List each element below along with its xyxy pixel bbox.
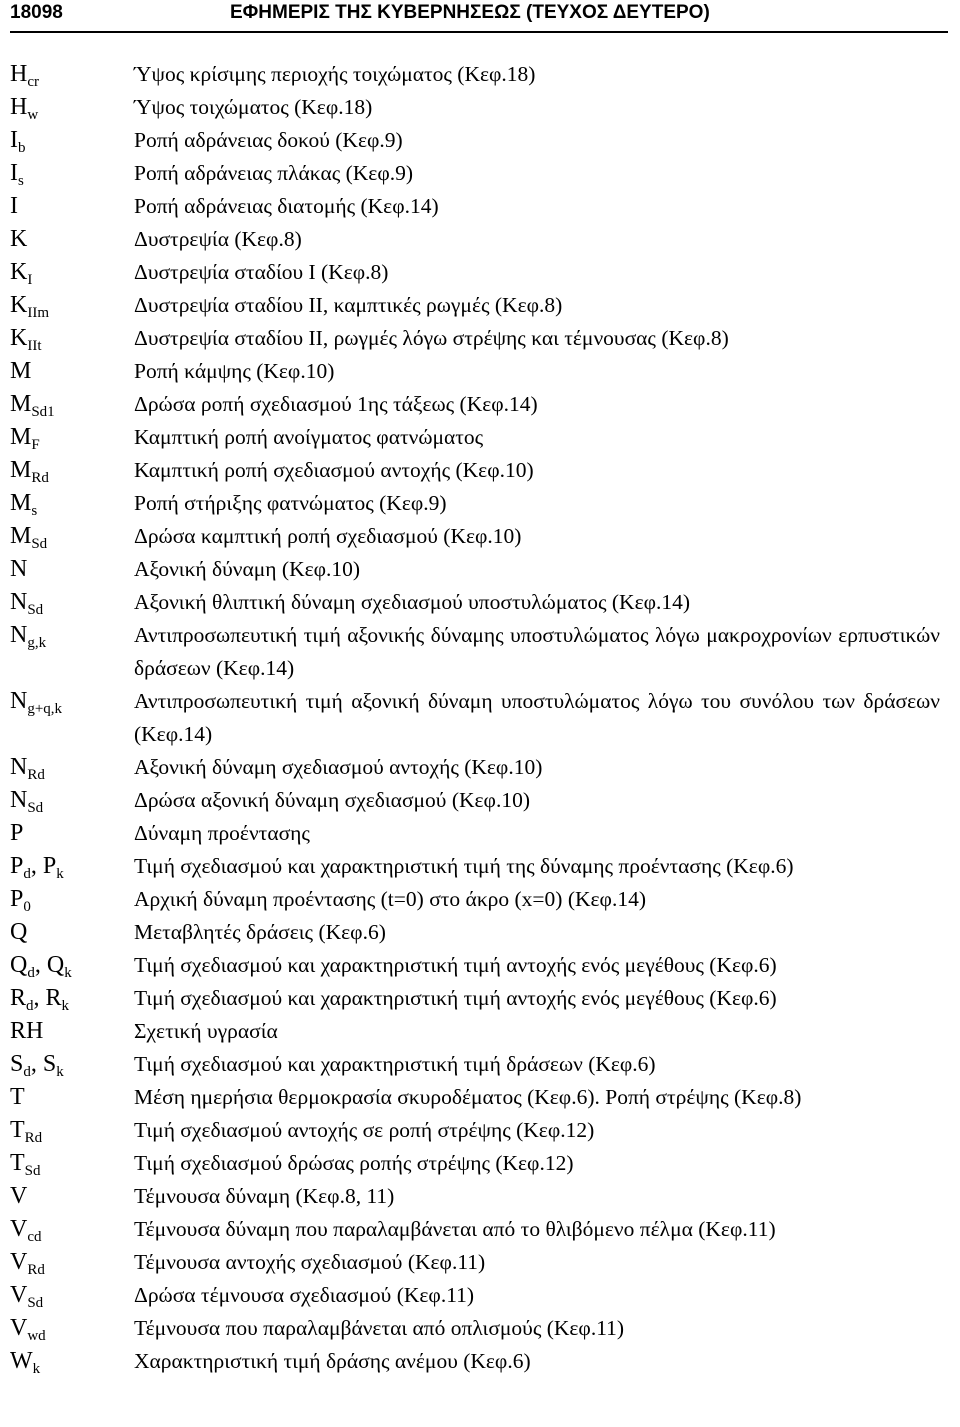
- symbol: [10, 223, 128, 256]
- symbol: [10, 58, 128, 91]
- symbol: [10, 685, 128, 718]
- symbol-subscript: cr: [27, 74, 39, 90]
- symbol-subscript: Sd: [31, 536, 48, 552]
- symbol: [10, 157, 128, 190]
- symbol-description: Καμπτική ροπή σχεδιασμού αντοχής (Κεφ.10): [134, 458, 534, 482]
- symbol-description: Τιμή σχεδιασμού και χαρακτηριστική τιμή αντοχής ενός μεγέθους (Κεφ.6): [134, 986, 777, 1010]
- list-item: [10, 619, 940, 685]
- list-item: [10, 454, 940, 487]
- symbol-base: M: [10, 523, 32, 549]
- symbol-description: Τιμή σχεδιασμού και χαρακτηριστική τιμή της δύναμης προέντασης (Κεφ.6): [134, 854, 794, 878]
- symbol: [10, 388, 128, 421]
- symbol-subscript: Rd: [27, 1262, 45, 1278]
- list-item: [10, 586, 940, 619]
- page-header: [10, 2, 948, 28]
- symbol-description: Αρχική δύναμη προέντασης (t=0) στο άκρο (x=0) (Κεφ.14): [134, 887, 646, 911]
- symbol: [10, 487, 128, 520]
- symbol-base: I: [10, 193, 18, 219]
- page-number: 18098: [10, 2, 63, 23]
- list-item: [10, 520, 940, 553]
- symbol-description: Ροπή αδράνειας διατομής (Κεφ.14): [134, 194, 439, 218]
- list-item: [10, 751, 940, 784]
- list-item: [10, 157, 940, 190]
- symbol-base: V: [10, 1183, 28, 1209]
- symbol-subscript: cd: [27, 1229, 42, 1245]
- symbol-base: K: [10, 292, 28, 318]
- symbol-subscript: d: [26, 998, 34, 1014]
- symbol-description: Τιμή σχεδιασμού και χαρακτηριστική τιμή δράσεων (Κεφ.6): [134, 1052, 656, 1076]
- symbol: $S_d$, $S_k$: [10, 1051, 64, 1080]
- symbol-description: Δυστρεψία (Κεφ.8): [134, 227, 302, 251]
- symbol-description: Τέμνουσα αντοχής σχεδιασμού (Κεφ.11): [134, 1250, 486, 1274]
- list-item: [10, 256, 940, 289]
- symbol-subscript: k: [64, 965, 72, 981]
- symbol-base: R: [45, 985, 62, 1011]
- symbol: [10, 1081, 128, 1114]
- symbol-subscript: Sd: [27, 1295, 44, 1311]
- symbol: [10, 1147, 128, 1180]
- symbol-base: Q: [10, 919, 28, 945]
- symbol-description: Δρώσα αξονική δύναμη σχεδιασμού (Κεφ.10): [134, 788, 530, 812]
- symbol-description: Δυστρεψία σταδίου II, ρωγμές λόγω στρέψης και τέμνουσας (Κεφ.8): [134, 326, 729, 350]
- symbol-base: Q: [10, 952, 28, 978]
- symbol-subscript: Sd: [27, 602, 44, 618]
- symbol-base: R: [10, 985, 27, 1011]
- symbol-base: I: [10, 127, 18, 153]
- symbol: [10, 1246, 128, 1279]
- symbol: [10, 355, 128, 388]
- symbol-base: Q: [46, 952, 65, 978]
- symbol-description: Δύναμη προέντασης: [134, 821, 310, 845]
- symbol: [10, 817, 128, 850]
- list-item: [10, 190, 940, 223]
- list-item: [10, 982, 940, 1015]
- symbol-base: M: [10, 490, 32, 516]
- symbol-subscript: g,k: [27, 635, 47, 651]
- symbol-subscript: IIm: [27, 305, 50, 321]
- symbol-base: P: [10, 820, 24, 846]
- symbol: [10, 751, 128, 784]
- symbol: [10, 256, 128, 289]
- symbol-base: K: [10, 226, 28, 252]
- symbol-list: [10, 58, 940, 1378]
- symbol-description: Μεταβλητές δράσεις (Κεφ.6): [134, 920, 386, 944]
- symbol-base: N: [10, 688, 28, 714]
- list-item: [10, 124, 940, 157]
- symbol-base: S: [10, 1051, 24, 1077]
- list-item: [10, 1015, 940, 1048]
- symbol-subscript: d: [23, 866, 31, 882]
- list-item: [10, 223, 940, 256]
- symbol: [10, 883, 128, 916]
- symbol-base: M: [10, 424, 32, 450]
- symbol: $R_d$, $R_k$: [10, 985, 70, 1014]
- symbol-subscript: d: [27, 965, 35, 981]
- symbol-subscript: k: [56, 866, 64, 882]
- symbol-base: N: [10, 787, 28, 813]
- symbol: $P_d$, $P_k$: [10, 853, 64, 882]
- symbol-description: Ύψος κρίσιμης περιοχής τοιχώματος (Κεφ.18): [134, 62, 536, 86]
- symbol: [10, 124, 128, 157]
- list-item: [10, 883, 940, 916]
- symbol-base: W: [10, 1348, 33, 1374]
- symbol-base: V: [10, 1282, 28, 1308]
- symbol-description: Καμπτική ροπή ανοίγματος φατνώματος: [134, 425, 484, 449]
- list-item: [10, 1147, 940, 1180]
- symbol-base: N: [10, 589, 28, 615]
- symbol-subscript: w: [27, 107, 39, 123]
- symbol-description: Δυστρεψία σταδίου II, καμπτικές ρωγμές (Κεφ.8): [134, 293, 563, 317]
- symbol: [10, 1180, 128, 1213]
- list-item: [10, 1114, 940, 1147]
- symbol: [10, 520, 128, 553]
- symbol-subscript: Sd1: [31, 404, 55, 420]
- symbol-base: S: [42, 1051, 57, 1077]
- symbol: [10, 91, 128, 124]
- symbol: [10, 1213, 128, 1246]
- symbol-base: N: [10, 754, 28, 780]
- symbol: [10, 322, 128, 355]
- symbol: [10, 421, 128, 454]
- symbol-base: T: [10, 1150, 25, 1176]
- symbol: [10, 1345, 128, 1378]
- list-item: [10, 1279, 940, 1312]
- symbol-base: P: [10, 853, 24, 879]
- journal-title: ΕΦΗΜΕΡΙΣ ΤΗΣ ΚΥΒΕΡΝΗΣΕΩΣ (ΤΕΥΧΟΣ ΔΕΥΤΕΡΟ): [230, 2, 710, 23]
- symbol-subscript: k: [56, 1064, 64, 1080]
- symbol-description: Τέμνουσα δύναμη (Κεφ.8, 11): [134, 1184, 395, 1208]
- symbol-description: Τιμή σχεδιασμού αντοχής σε ροπή στρέψης (Κεφ.12): [134, 1118, 595, 1142]
- symbol: [10, 1279, 128, 1312]
- symbol-description: Δρώσα καμπτική ροπή σχεδιασμού (Κεφ.10): [134, 524, 522, 548]
- symbol-base: P: [10, 886, 24, 912]
- list-item: [10, 1048, 940, 1081]
- header-rule: [10, 31, 948, 33]
- symbol-description: Αξονική δύναμη (Κεφ.10): [134, 557, 361, 581]
- list-item: [10, 388, 940, 421]
- symbol-base: N: [10, 622, 28, 648]
- symbol-subscript: g+q,k: [27, 701, 63, 717]
- list-item: [10, 685, 940, 751]
- symbol: [10, 916, 128, 949]
- symbol: [10, 1114, 128, 1147]
- list-item: [10, 553, 940, 586]
- symbol-base: V: [10, 1249, 28, 1275]
- symbol-base: V: [10, 1216, 28, 1242]
- list-item: [10, 421, 940, 454]
- symbol-base: RH: [10, 1018, 44, 1044]
- symbol-subscript: Sd: [24, 1163, 41, 1179]
- symbol-description: Τιμή σχεδιασμού και χαρακτηριστική τιμή αντοχής ενός μεγέθους (Κεφ.6): [134, 953, 777, 977]
- symbol-base: P: [42, 853, 57, 879]
- symbol: [10, 1015, 128, 1048]
- symbol-base: H: [10, 61, 28, 87]
- list-item: [10, 1213, 940, 1246]
- symbol-base: K: [10, 325, 28, 351]
- symbol-subscript: d: [23, 1064, 31, 1080]
- symbol-description: Δυστρεψία σταδίου I (Κεφ.8): [134, 260, 389, 284]
- list-item: [10, 817, 940, 850]
- symbol-description: Ροπή αδράνειας πλάκας (Κεφ.9): [134, 161, 414, 185]
- symbol-description: Τέμνουσα δύναμη που παραλαμβάνεται από το θλιβόμενο πέλμα (Κεφ.11): [134, 1217, 776, 1241]
- symbol-description: Μέση ημερήσια θερμοκρασία σκυροδέματος (Κεφ.6). Ροπή στρέψης (Κεφ.8): [134, 1085, 802, 1109]
- symbol-base: M: [10, 391, 32, 417]
- symbol-subscript: s: [18, 173, 24, 189]
- symbol: [10, 289, 128, 322]
- list-item: [10, 784, 940, 817]
- symbol-base: T: [10, 1117, 25, 1143]
- symbol-base: N: [10, 556, 28, 582]
- symbol-description: Δρώσα τέμνουσα σχεδιασμού (Κεφ.11): [134, 1283, 475, 1307]
- symbol-description: Ύψος τοιχώματος (Κεφ.18): [134, 95, 373, 119]
- symbol-subscript: Rd: [31, 470, 49, 486]
- symbol: [10, 553, 128, 586]
- symbol-subscript: k: [61, 998, 70, 1014]
- list-item: [10, 322, 940, 355]
- list-item: [10, 1180, 940, 1213]
- list-item: [10, 1081, 940, 1114]
- list-item: [10, 1246, 940, 1279]
- list-item: [10, 487, 940, 520]
- symbol-description: Τέμνουσα που παραλαμβάνεται από οπλισμούς (Κεφ.11): [134, 1316, 625, 1340]
- symbol-base: T: [10, 1084, 25, 1110]
- symbol-base: V: [10, 1315, 28, 1341]
- symbol-subscript: b: [18, 140, 26, 156]
- symbol-description: Αξονική θλιπτική δύναμη σχεδιασμού υποστυλώματος (Κεφ.14): [134, 590, 691, 614]
- symbol-base: M: [10, 358, 32, 384]
- symbol-description: Αξονική δύναμη σχεδιασμού αντοχής (Κεφ.10): [134, 755, 543, 779]
- symbol-base: K: [10, 259, 28, 285]
- symbol-base: I: [10, 160, 18, 186]
- symbol-subscript: k: [32, 1361, 41, 1377]
- symbol-subscript: s: [31, 503, 38, 519]
- list-item: [10, 58, 940, 91]
- list-item: [10, 289, 940, 322]
- symbol: [10, 586, 128, 619]
- symbol-subscript: F: [31, 437, 40, 453]
- symbol-description: Σχετική υγρασία: [134, 1019, 278, 1043]
- symbol-subscript: IIt: [27, 338, 42, 354]
- symbol: [10, 190, 128, 223]
- symbol-subscript: I: [27, 272, 33, 288]
- symbol-description: Ροπή αδράνειας δοκού (Κεφ.9): [134, 128, 403, 152]
- symbol-base: M: [10, 457, 32, 483]
- symbol-description: Αντιπροσωπευτική τιμή αξονική δύναμη υποστυλώματος λόγω του συνόλου των δράσεων (Κεφ.14): [134, 689, 940, 746]
- symbol: [10, 1312, 128, 1345]
- symbol-subscript: 0: [23, 899, 31, 915]
- symbol-description: Αντιπροσωπευτική τιμή αξονικής δύναμης υποστυλώματος λόγω μακροχρονίων ερπυστικών δράσεων (Κεφ.14): [134, 623, 940, 680]
- symbol-description: Χαρακτηριστική τιμή δράσης ανέμου (Κεφ.6): [134, 1349, 531, 1373]
- list-item: [10, 355, 940, 388]
- symbol-subscript: Rd: [27, 767, 45, 783]
- symbol-subscript: Rd: [24, 1130, 43, 1146]
- symbol-description: Τιμή σχεδιασμού δρώσας ροπής στρέψης (Κεφ.12): [134, 1151, 574, 1175]
- symbol: [10, 454, 128, 487]
- list-item: [10, 916, 940, 949]
- symbol: [10, 619, 128, 652]
- list-item: [10, 91, 940, 124]
- symbol-subscript: Sd: [27, 800, 44, 816]
- list-item: [10, 1345, 940, 1378]
- symbol-description: Ροπή κάμψης (Κεφ.10): [134, 359, 335, 383]
- list-item: [10, 1312, 940, 1345]
- list-item: [10, 949, 940, 982]
- symbol-description: Δρώσα ροπή σχεδιασμού 1ης τάξεως (Κεφ.14): [134, 392, 538, 416]
- symbol-description: Ροπή στήριξης φατνώματος (Κεφ.9): [134, 491, 447, 515]
- list-item: [10, 850, 940, 883]
- symbol-base: H: [10, 94, 28, 120]
- symbol: $Q_d$, $Q_k$: [10, 952, 72, 981]
- symbol-subscript: wd: [27, 1328, 46, 1344]
- symbol: [10, 784, 128, 817]
